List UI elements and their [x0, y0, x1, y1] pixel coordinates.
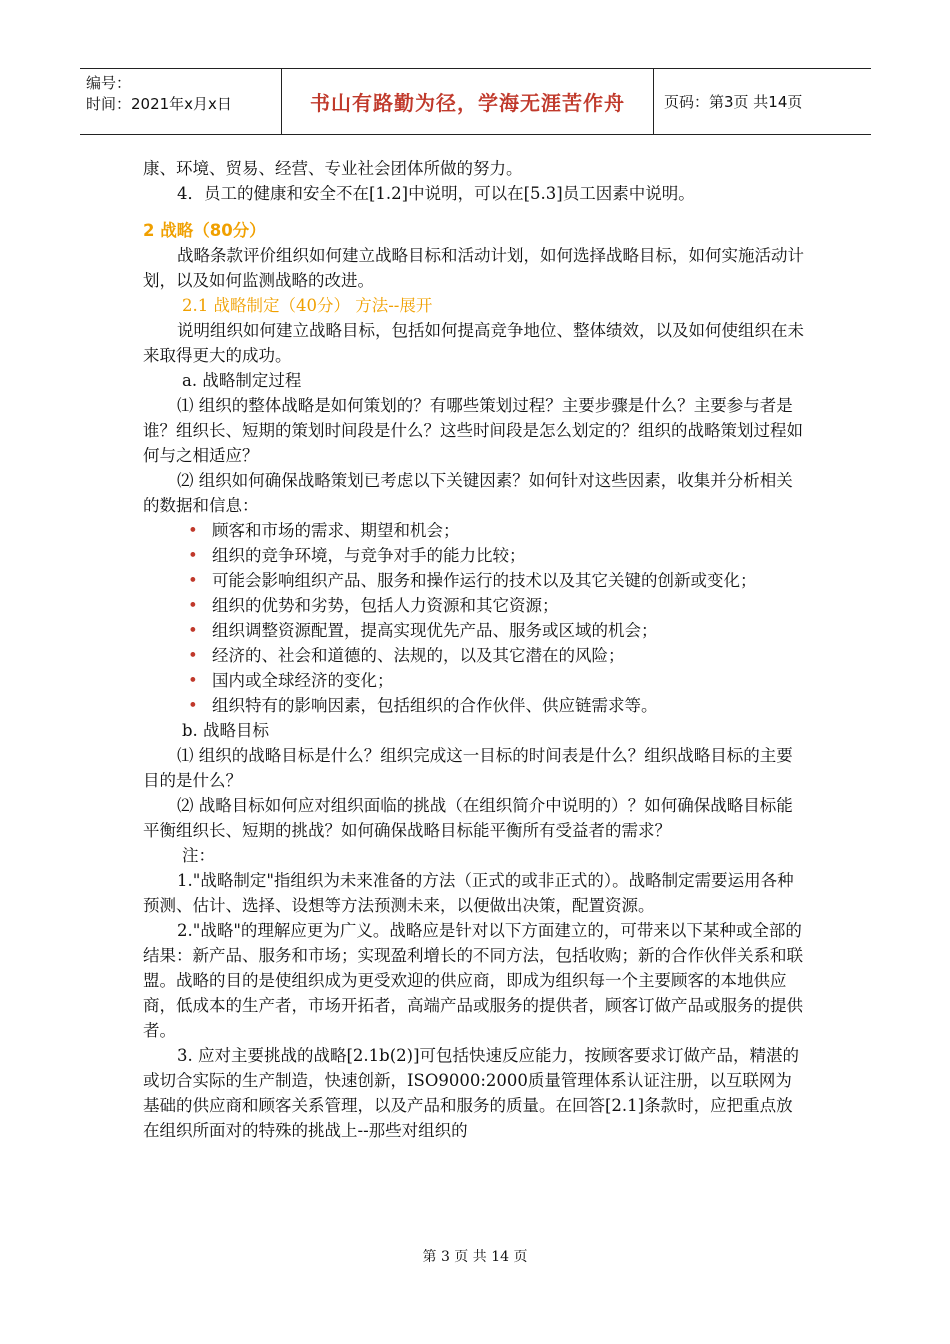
note-2: 2."战略"的理解应更为广义。战略应是针对以下方面建立的，可带来以下某种或全部的结果：新产品、服务和市场；实现盈利增长的不同方法，包括收购；新的合作伙伴关系和联盟。战略的目的是使组织成为更受欢迎的供应商，即成为组织每一个主要顾客的本地供应商，低成本的生产者，市场开拓者，高端产品或服务的提供者，顾客订做产品或服务的提供者。 — [143, 921, 803, 1040]
subsection-heading: 2.1 战略制定（40分） 方法--展开 — [182, 296, 433, 315]
paragraph-item-4: 4．员工的健康和安全不在[1.2]中说明，可以在[5.3]员工因素中说明。 — [177, 184, 695, 203]
part-b-item-2: ⑵ 战略目标如何应对组织面临的挑战（在组织简介中说明的）？如何确保战略目标能平衡组织长、短期的挑战？如何确保战略目标能平衡所有受益者的需求？ — [143, 796, 793, 840]
bullet-item: • 国内或全球经济的变化； — [143, 668, 808, 693]
section-heading: 2 战略（80分） — [143, 221, 266, 240]
header-meta — [80, 69, 282, 134]
bullet-item: • 组织特有的影响因素，包括组织的合作伙伴、供应链需求等。 — [143, 693, 808, 718]
section-intro: 战略条款评价组织如何建立战略目标和活动计划，如何选择战略目标，如何实施活动计划，以及如何监测战略的改进。 — [143, 246, 804, 290]
bullet-item: • 组织的竞争环境，与竞争对手的能力比较； — [143, 543, 808, 568]
part-a-item-2: ⑵ 组织如何确保战略策划已考虑以下关键因素？如何针对这些因素，收集并分析相关的数据和信息： — [143, 471, 793, 515]
part-a-item-1: ⑴ 组织的整体战略是如何策划的？有哪些策划过程？主要步骤是什么？主要参与者是谁？组织长、短期的策划时间段是什么？这些时间段是怎么划定的？组织的战略策划过程如何与之相适应？ — [143, 396, 803, 465]
page-footer: 第 3 页 共 14 页 — [422, 1249, 528, 1265]
document-number-label: 编号： — [86, 74, 132, 92]
note-3: 3. 应对主要挑战的战略[2.1b(2)]可包括快速反应能力，按顾客要求订做产品，精湛的或切合实际的生产制造，快速创新，ISO9000:2000质量管理体系认证注册，以互联网为基础的供应商和顾客关系管理，以及产品和服务的质量。在回答[2.1]条款时，应把重点放在组织所面对的特殊的挑战上--那些对组织的 — [143, 1046, 800, 1140]
part-b-title: b. 战略目标 — [182, 721, 270, 740]
bullet-item: • 可能会影响组织产品、服务和操作运行的技术以及其它关键的创新或变化； — [143, 568, 808, 593]
document-body — [143, 156, 808, 1143]
part-a-title: a. 战略制定过程 — [182, 371, 302, 390]
document-date: 时间：2021年x月x日 — [86, 95, 232, 113]
subsection-intro: 说明组织如何建立战略目标，包括如何提高竞争地位、整体绩效，以及如何使组织在未来取得更大的成功。 — [143, 321, 804, 365]
factor-bullet-list — [143, 518, 808, 718]
page-header — [80, 68, 871, 135]
bullet-item: • 顾客和市场的需求、期望和机会； — [143, 518, 808, 543]
header-page-info: 页码：第3页 共14页 — [664, 93, 803, 111]
header-motto: 书山有路勤为径，学海无涯苦作舟 — [282, 69, 654, 134]
bullet-item: • 组织的优势和劣势，包括人力资源和其它资源； — [143, 593, 808, 618]
bullet-item: • 组织调整资源配置，提高实现优先产品、服务或区域的机会； — [143, 618, 808, 643]
note-label: 注： — [182, 846, 215, 865]
part-b-item-1: ⑴ 组织的战略目标是什么？组织完成这一目标的时间表是什么？组织战略目标的主要目的是什么？ — [143, 746, 793, 790]
paragraph-continuation: 康、环境、贸易、经营、专业社会团体所做的努力。 — [143, 159, 523, 178]
bullet-item: • 经济的、社会和道德的、法规的，以及其它潜在的风险； — [143, 643, 808, 668]
note-1: 1."战略制定"指组织为未来准备的方法（正式的或非正式的）。战略制定需要运用各种预测、估计、选择、设想等方法预测未来，以便做出决策，配置资源。 — [143, 871, 794, 915]
